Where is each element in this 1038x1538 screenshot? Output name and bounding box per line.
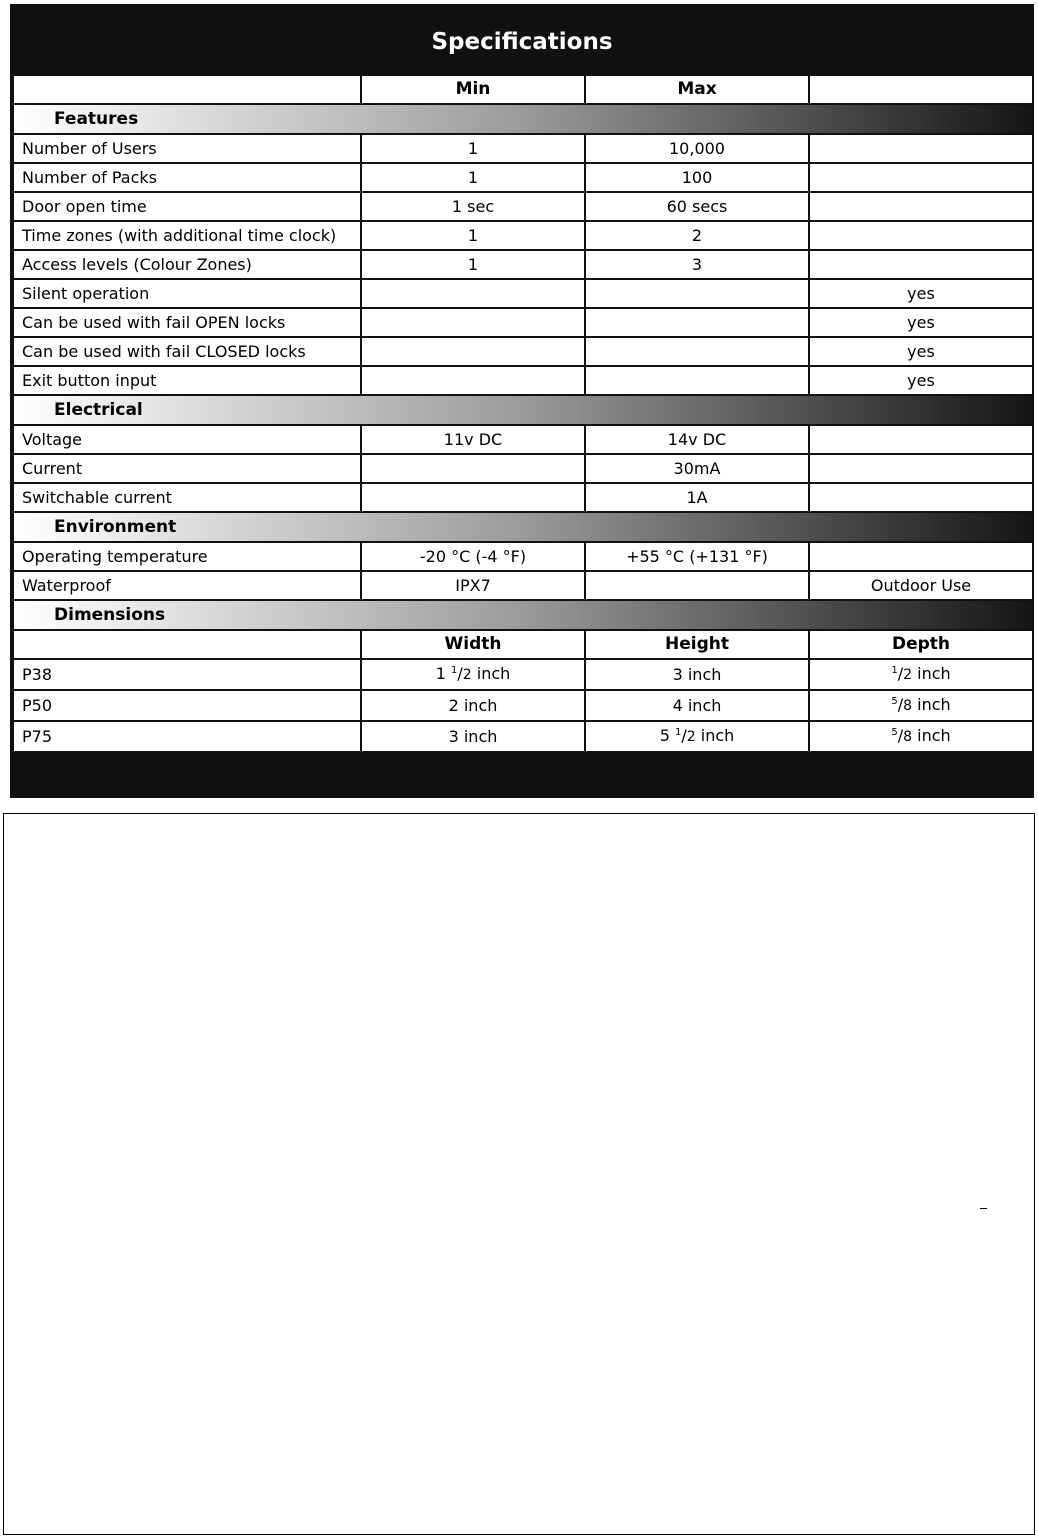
features-row [14, 193, 1032, 220]
extra-value [810, 484, 1032, 511]
specifications-table [12, 74, 1034, 753]
row-label: Exit button input [14, 367, 360, 394]
dimensions-header-depth: Depth [810, 631, 1032, 658]
features-row [14, 367, 1032, 394]
whole-part: 5 [659, 726, 675, 745]
header-blank-cell [14, 76, 360, 103]
max-value: 2 [586, 222, 808, 249]
features-row [14, 251, 1032, 278]
features-row [14, 309, 1032, 336]
fraction-denominator: 2 [462, 667, 472, 683]
header-min: Min [362, 76, 584, 103]
header-max: Max [586, 76, 808, 103]
features-row [14, 338, 1032, 365]
row-label: Switchable current [14, 484, 360, 511]
dimensions-header-row [14, 631, 1032, 658]
row-label: Access levels (Colour Zones) [14, 251, 360, 278]
fraction-numerator: 5 [891, 696, 898, 707]
dimension-height-value [586, 691, 808, 720]
fraction-denominator: 2 [903, 667, 913, 683]
extra-value [810, 164, 1032, 191]
dimensions-row [14, 691, 1032, 720]
whole-part: 3 inch [672, 665, 722, 684]
whole-part: 1 [435, 664, 451, 683]
min-value: 1 [362, 135, 584, 162]
section-label-features: Features [14, 105, 1032, 133]
specifications-title: Specifications [12, 6, 1032, 76]
row-label: Number of Packs [14, 164, 360, 191]
max-value [586, 309, 808, 336]
row-label: P50 [14, 691, 360, 720]
section-row-environment [14, 513, 1032, 541]
extra-value [810, 222, 1032, 249]
whole-part: 3 inch [448, 727, 498, 746]
section-row-features [14, 105, 1032, 133]
min-value: 11v DC [362, 426, 584, 453]
row-label: Number of Users [14, 135, 360, 162]
fraction-numerator: 1 [450, 665, 458, 676]
electrical-row [14, 426, 1032, 453]
min-value [362, 455, 584, 482]
row-label: Current [14, 455, 360, 482]
max-value: 1A [586, 484, 808, 511]
features-row [14, 164, 1032, 191]
extra-value [810, 251, 1032, 278]
row-label: Operating temperature [14, 543, 360, 570]
unit-part: inch [912, 726, 951, 745]
max-value: 14v DC [586, 426, 808, 453]
whole-part: 2 inch [448, 696, 498, 715]
dimensions-row [14, 660, 1032, 689]
extra-value: yes [810, 338, 1032, 365]
specifications-table-body [14, 76, 1032, 751]
min-value: -20 °C (-4 °F) [362, 543, 584, 570]
unit-part: inch [912, 664, 951, 683]
max-value: 30mA [586, 455, 808, 482]
dimension-width-value: 1 $^1$/2 inch [362, 660, 584, 689]
electrical-row [14, 455, 1032, 482]
header-extra [810, 76, 1032, 103]
extra-value: yes [810, 309, 1032, 336]
features-row [14, 222, 1032, 249]
dimensions-header-blank [14, 631, 360, 658]
dimension-height-value: 5 $^1$/2 inch [586, 722, 808, 751]
dimension-depth-value: $^5$/8 inch [810, 691, 1032, 720]
unit-part: inch [471, 664, 511, 683]
row-label: Door open time [14, 193, 360, 220]
max-value: 100 [586, 164, 808, 191]
min-value: 1 [362, 164, 584, 191]
dimensions-header-width: Width [362, 631, 584, 658]
dimension-depth-value: $^5$/8 inch [810, 722, 1032, 751]
row-label: Can be used with fail CLOSED locks [14, 338, 360, 365]
row-label: P38 [14, 660, 360, 689]
small-underline-mark [980, 1208, 987, 1209]
extra-value [810, 135, 1032, 162]
section-label-environment: Environment [14, 513, 1032, 541]
section-label-electrical: Electrical [14, 396, 1032, 424]
max-value [586, 338, 808, 365]
max-value: 3 [586, 251, 808, 278]
empty-lower-panel [3, 813, 1035, 1535]
max-value [586, 280, 808, 307]
row-label: Waterproof [14, 572, 360, 599]
max-value: +55 °C (+131 °F) [586, 543, 808, 570]
row-label: Time zones (with additional time clock) [14, 222, 360, 249]
fraction-numerator: 1 [674, 727, 682, 738]
dimension-width-value [362, 722, 584, 751]
fraction-denominator: 2 [686, 729, 696, 745]
unit-part: inch [912, 695, 951, 714]
dimension-depth-value: $^1$/2 inch [810, 660, 1032, 689]
dimension-height-value [586, 660, 808, 689]
fraction-numerator: 5 [891, 727, 898, 738]
min-value: 1 [362, 222, 584, 249]
column-header-row [14, 76, 1032, 103]
dimensions-header-height: Height [586, 631, 808, 658]
environment-row [14, 543, 1032, 570]
row-label: Can be used with fail OPEN locks [14, 309, 360, 336]
electrical-row [14, 484, 1032, 511]
row-label: Silent operation [14, 280, 360, 307]
extra-value [810, 543, 1032, 570]
specifications-table-panel [10, 4, 1034, 798]
min-value [362, 309, 584, 336]
max-value: 10,000 [586, 135, 808, 162]
row-label: Voltage [14, 426, 360, 453]
extra-value [810, 426, 1032, 453]
max-value [586, 572, 808, 599]
fraction-denominator: 8 [903, 729, 913, 745]
features-row [14, 280, 1032, 307]
min-value [362, 367, 584, 394]
max-value [586, 367, 808, 394]
min-value: IPX7 [362, 572, 584, 599]
whole-part: 4 inch [672, 696, 722, 715]
max-value: 60 secs [586, 193, 808, 220]
min-value: 1 sec [362, 193, 584, 220]
extra-value: yes [810, 280, 1032, 307]
unit-part: inch [695, 726, 735, 745]
section-row-electrical [14, 396, 1032, 424]
min-value [362, 280, 584, 307]
min-value [362, 338, 584, 365]
section-label-dimensions: Dimensions [14, 601, 1032, 629]
extra-value [810, 193, 1032, 220]
dimensions-row [14, 722, 1032, 751]
section-row-dimensions [14, 601, 1032, 629]
row-label: P75 [14, 722, 360, 751]
fraction-numerator: 1 [891, 665, 898, 676]
dimension-width-value [362, 691, 584, 720]
environment-row [14, 572, 1032, 599]
fraction-denominator: 8 [903, 698, 913, 714]
min-value: 1 [362, 251, 584, 278]
extra-value: yes [810, 367, 1032, 394]
extra-value [810, 455, 1032, 482]
features-row [14, 135, 1032, 162]
extra-value: Outdoor Use [810, 572, 1032, 599]
min-value [362, 484, 584, 511]
